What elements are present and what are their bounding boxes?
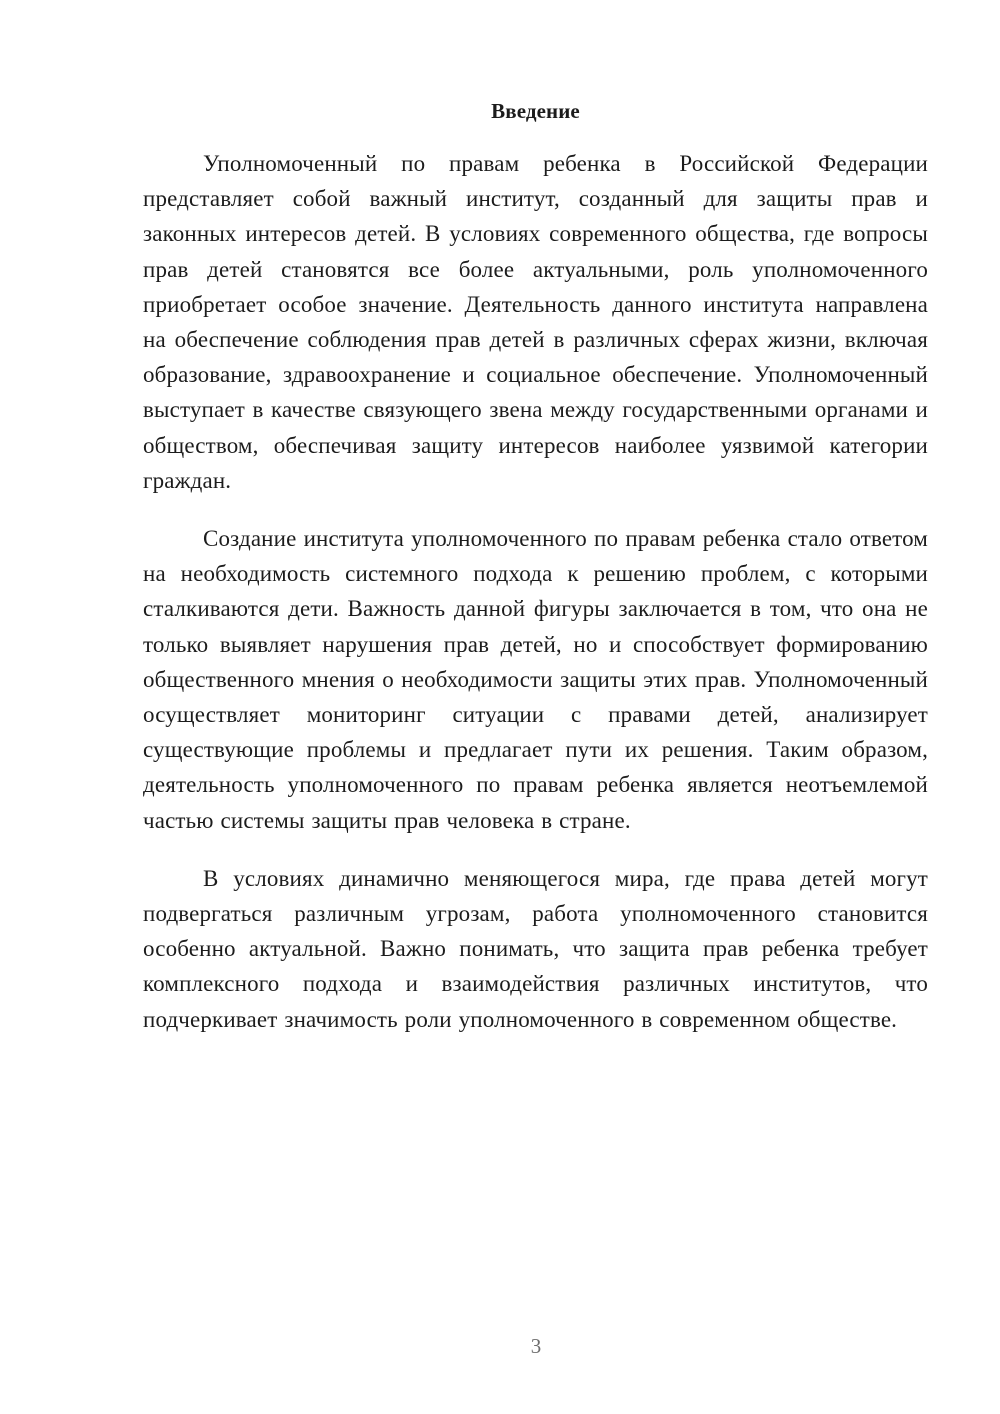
paragraph-intro: Уполномоченный по правам ребенка в Российской Федерации представляет собой важный институт, созданный для защиты прав и законных интересов детей. В условиях современного общества, где вопросы прав детей становятся все более актуальными, роль уполномоченного приобретает особое значение. Деятельность данного института направлена на обеспечение соблюдения прав детей в различных сферах жизни, включая образование, здравоохранение и социальное обеспечение. Уполномоченный выступает в качестве связующего звена между государственными органами и обществом, обеспечивая защиту интересов наиболее уязвимой категории граждан. — [143, 151, 928, 493]
paragraph-relevance: В условиях динамично меняющегося мира, где права детей могут подвергаться различным угрозам, работа уполномоченного становится особенно актуальной. Важно понимать, что защита прав ребенка требует комплексного подхода и взаимодействия различных институтов, что подчеркивает значимость роли уполномоченного в современном обществе. — [143, 865, 928, 1032]
section-heading: Введение — [491, 99, 580, 123]
page-body — [143, 97, 928, 1037]
paragraph-creation: Создание института уполномоченного по правам ребенка стало ответом на необходимость системного подхода к решению проблем, с которыми сталкиваются дети. Важность данной фигуры заключается в том, что она не только выявляет нарушения прав детей, но и способствует формированию общественного мнения о необходимости защиты этих прав. Уполномоченный осуществляет мониторинг ситуации с правами детей, анализирует существующие проблемы и предлагает пути их решения. Таким образом, деятельность уполномоченного по правам ребенка является неотъемлемой частью системы защиты прав человека в стране. — [143, 526, 928, 833]
page-number: 3 — [530, 1334, 542, 1358]
